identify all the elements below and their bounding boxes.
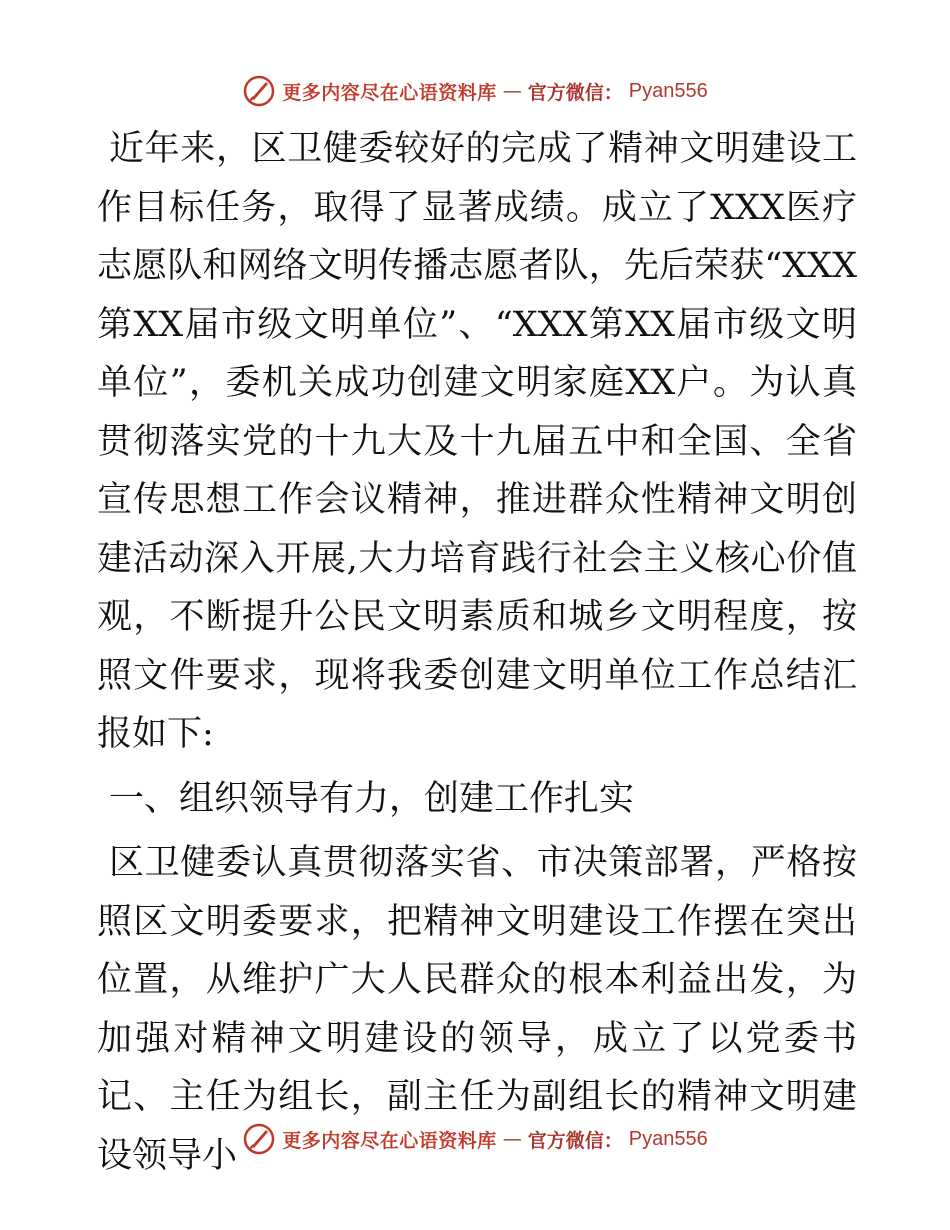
document-body (97, 120, 857, 1185)
banner-wechat-id: Pyan556 (628, 79, 708, 102)
quill-pen-logo-icon (242, 74, 276, 108)
banner-separator: — (502, 80, 522, 102)
banner-official-label: 官方微信： (527, 81, 623, 104)
banner-text: 更多内容尽在心语资料库 (282, 1129, 497, 1152)
banner-wechat-id: Pyan556 (628, 1127, 708, 1150)
banner-text: 更多内容尽在心语资料库 (282, 81, 497, 104)
banner-separator: — (502, 1128, 522, 1150)
footer-watermark-banner (0, 1119, 950, 1159)
paragraph-intro: 近年来，区卫健委较好的完成了精神文明建设工作目标任务，取得了显著成绩。成立了XXX医疗志愿队和网络文明传播志愿者队，先后荣获“XXX第XX届市级文明单位”、“XXX第XX届市级文明单位”，委机关成功创建文明家庭XX户。为认真贯彻落实党的十九大及十九届五中和全国、全省宣传思想工作会议精神，推进群众性精神文明创建活动深入开展,大力培育践行社会主义核心价值观，不断提升公民文明素质和城乡文明程度，按照文件要求，现将我委创建文明单位工作总结汇报如下: (97, 129, 857, 754)
paragraph-section-1: 区卫健委认真贯彻落实省、市决策部署，严格按照区文明委要求，把精神文明建设工作摆在突出位置，从维护广大人民群众的根本利益出发，为加强对精神文明建设的领导，成立了以党委书记、主任为组长，副主任为副组长的精神文明建设领导小 (97, 843, 857, 1176)
banner-official-label: 官方微信： (527, 1129, 623, 1152)
quill-pen-logo-icon (242, 1122, 276, 1156)
section-heading: 一、组织领导有力，创建工作扎实 (109, 778, 635, 819)
header-watermark-banner (0, 71, 950, 111)
